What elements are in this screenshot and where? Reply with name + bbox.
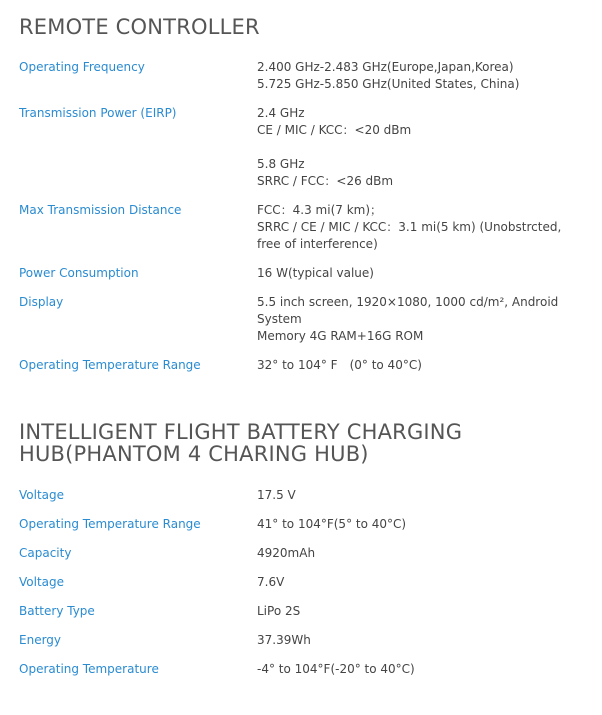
spec-value: 16 W(typical value) (257, 266, 374, 280)
spec-value: -4° to 104°F(-20° to 40°C) (257, 662, 415, 676)
remote-controller-specs (19, 59, 582, 374)
spec-value: 2.4 GHz CE / MIC / KCC：<20 dBm 5.8 GHz SRRC / FCC：<26 dBm (257, 106, 412, 188)
spec-row-power-consumption (19, 265, 582, 282)
spec-row-operating-frequency (19, 59, 582, 93)
spec-row-max-transmission-distance (19, 202, 582, 253)
spec-label: Capacity (19, 546, 72, 560)
spec-label: Transmission Power (EIRP) (19, 106, 177, 120)
spec-row-voltage-battery (19, 574, 582, 591)
charging-hub-section (19, 421, 582, 690)
spec-row-battery-type (19, 603, 582, 620)
spec-value: 2.400 GHz-2.483 GHz(Europe,Japan,Korea) 5.725 GHz-5.850 GHz(United States, China) (257, 60, 520, 91)
spec-row-capacity (19, 545, 582, 562)
spec-label: Energy (19, 633, 62, 647)
spec-label: Voltage (19, 488, 65, 502)
remote-controller-title: REMOTE CONTROLLER (19, 15, 260, 39)
spec-row-operating-temperature-range (19, 516, 582, 533)
charging-hub-title: INTELLIGENT FLIGHT BATTERY CHARGING HUB(PHANTOM 4 CHARING HUB) (19, 420, 463, 466)
spec-value: 37.39Wh (257, 633, 311, 647)
spec-label: Operating Frequency (19, 60, 145, 74)
spec-label: Battery Type (19, 604, 95, 618)
spec-value: FCC：4.3 mi(7 km)； SRRC / CE / MIC / KCC：3.1 mi(5 km) (Unobstrcted, free of interference) (257, 203, 562, 251)
spec-value: 17.5 V (257, 488, 296, 502)
spec-value: 41° to 104°F(5° to 40°C) (257, 517, 407, 531)
spec-label: Operating Temperature Range (19, 358, 201, 372)
spec-label: Display (19, 295, 64, 309)
spec-label: Operating Temperature (19, 662, 159, 676)
spec-value: 5.5 inch screen, 1920×1080, 1000 cd/m², Android System Memory 4G RAM+16G ROM (257, 295, 559, 343)
spec-row-transmission-power (19, 105, 582, 190)
spec-row-display (19, 294, 582, 345)
spec-value: 4920mAh (257, 546, 316, 560)
spec-row-operating-temperature-range (19, 357, 582, 374)
spec-value: 32° to 104° F (0° to 40°C) (257, 358, 422, 372)
spec-label: Voltage (19, 575, 65, 589)
charging-hub-specs (19, 487, 582, 678)
spec-row-operating-temperature (19, 661, 582, 678)
spec-label: Operating Temperature Range (19, 517, 201, 531)
spec-label: Max Transmission Distance (19, 203, 182, 217)
spec-row-voltage (19, 487, 582, 504)
spec-value: 7.6V (257, 575, 285, 589)
spec-value: LiPo 2S (257, 604, 301, 618)
spec-row-energy (19, 632, 582, 649)
remote-controller-section (19, 16, 582, 386)
spec-label: Power Consumption (19, 266, 139, 280)
